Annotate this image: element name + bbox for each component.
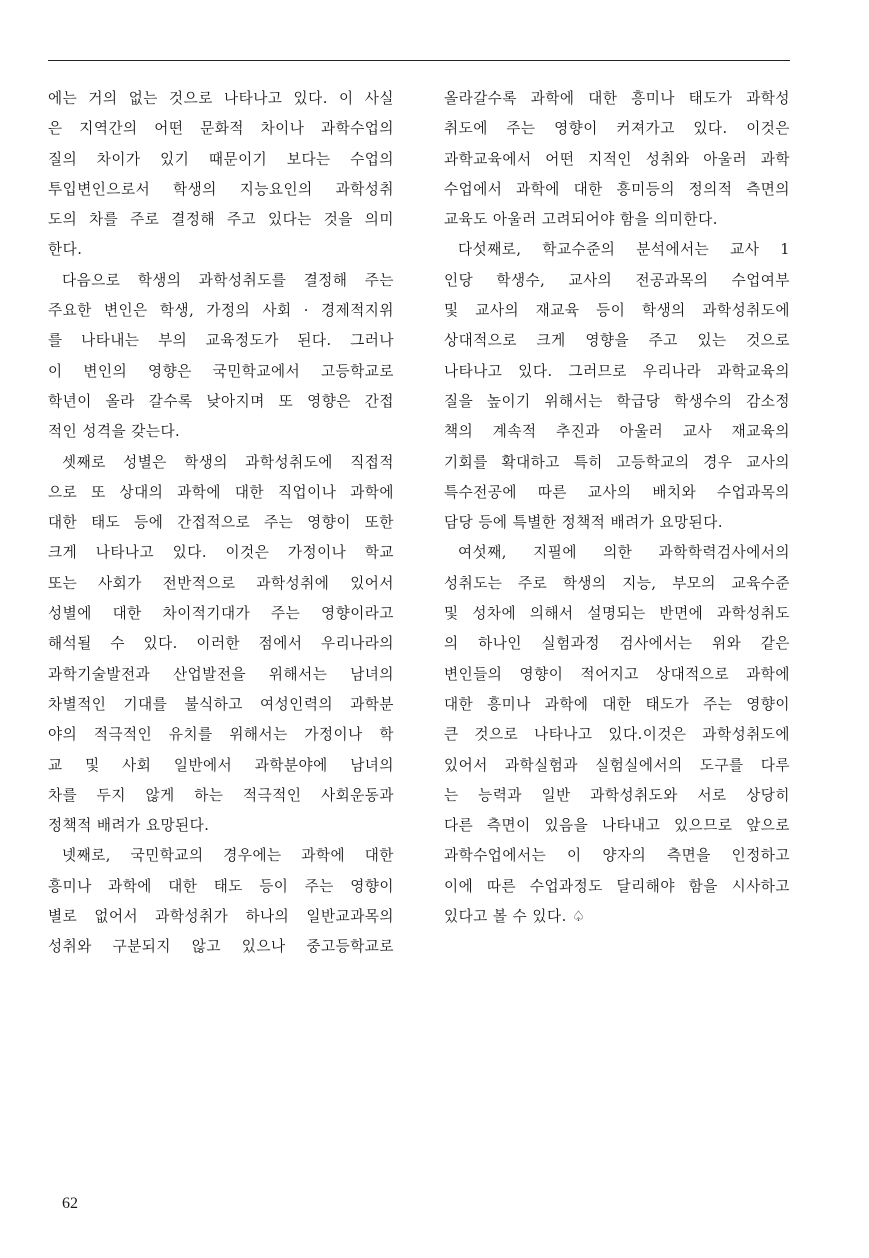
- text-line: 상대적으로 크게 영향을 주고 있는 것으로: [444, 332, 790, 350]
- text-line: 이 변인의 영향은 국민학교에서 고등학교로: [48, 362, 394, 380]
- text-line: 질을 높이기 위해서는 학급당 학생수의 감소정: [444, 392, 790, 410]
- right-text-column: [444, 84, 790, 932]
- text-line: 여섯째, 지필에 의한 과학학력검사에서의: [458, 544, 790, 562]
- text-line: 기회를 확대하고 특히 고등학교의 경우 교사의: [444, 453, 790, 471]
- text-line: 은 지역간의 어떤 문화적 차이나 과학수업의: [48, 120, 394, 138]
- text-line: 수업에서 과학에 대한 흥미등의 정의적 측면의: [444, 180, 790, 198]
- text-line: 대한 흥미나 과학에 대한 태도가 주는 영향이: [444, 695, 790, 713]
- text-line: 으로 또 상대의 과학에 대한 직업이나 과학에: [48, 483, 394, 501]
- text-line: 변인들의 영향이 적어지고 상대적으로 과학에: [444, 665, 790, 683]
- text-line: 성취도는 주로 학생의 지능, 부모의 교육수준: [444, 574, 790, 592]
- text-line: 또는 사회가 전반적으로 과학성취에 있어서: [48, 574, 394, 592]
- text-line: 담당 등에 특별한 정책적 배려가 요망된다.: [444, 514, 723, 532]
- text-line: 교육도 아울러 고려되어야 함을 의미한다.: [444, 211, 718, 229]
- text-line: 를 나타내는 부의 교육정도가 된다. 그러나: [48, 332, 394, 350]
- text-line: 해석될 수 있다. 이러한 점에서 우리나라의: [48, 635, 394, 653]
- text-line: 올라갈수록 과학에 대한 흥미나 태도가 과학성: [444, 90, 790, 107]
- text-line: 교 및 사회 일반에서 과학분야에 남녀의: [48, 756, 394, 774]
- text-line: 차를 두지 않게 하는 적극적인 사회운동과: [48, 786, 394, 804]
- text-line: 인당 학생수, 교사의 전공과목의 수업여부: [444, 271, 790, 289]
- text-line: 다섯째로, 학교수준의 분석에서는 교사 1: [458, 241, 790, 259]
- text-line: 있다고 볼 수 있다. ♤: [444, 908, 586, 926]
- text-line: 셋째로 성별은 학생의 과학성취도에 직접적: [62, 453, 394, 471]
- text-line: 크게 나타나고 있다. 이것은 가정이나 학교: [48, 544, 394, 562]
- left-text-column: [48, 84, 394, 963]
- text-line: 차별적인 기대를 불식하고 여성인력의 과학분: [48, 695, 394, 713]
- text-line: 도의 차를 주로 결정해 주고 있다는 것을 의미: [48, 211, 394, 229]
- text-line: 취도에 주는 영향이 커져가고 있다. 이것은: [444, 120, 790, 138]
- text-line: 있어서 과학실험과 실험실에서의 도구를 다루: [444, 756, 790, 774]
- text-line: 과학기술발전과 산업발전을 위해서는 남녀의: [48, 665, 394, 683]
- text-line: 투입변인으로서 학생의 지능요인의 과학성취: [48, 180, 394, 198]
- text-line: 질의 차이가 있기 때문이기 보다는 수업의: [48, 150, 394, 168]
- text-line: 책의 계속적 추진과 아울러 교사 재교육의: [444, 423, 790, 441]
- text-line: 및 성차에 의해서 설명되는 반면에 과학성취도: [444, 605, 790, 623]
- text-line: 및 교사의 재교육 등이 학생의 과학성취도에: [444, 302, 790, 320]
- text-line: 는 능력과 일반 과학성취도와 서로 상당히: [444, 786, 790, 804]
- text-line: 대한 태도 등에 간접적으로 주는 영향이 또한: [48, 514, 394, 532]
- page-number: 62: [62, 1195, 78, 1212]
- text-line: 한다.: [48, 241, 83, 259]
- text-line: 야의 적극적인 유치를 위해서는 가정이나 학: [48, 726, 394, 744]
- text-line: 다른 측면이 있음을 나타내고 있으므로 앞으로: [444, 817, 790, 835]
- text-line: 과학교육에서 어떤 지적인 성취와 아울러 과학: [444, 150, 790, 168]
- text-line: 성취와 구분되지 않고 있으나 중고등학교로: [48, 938, 394, 956]
- text-line: 별로 없어서 과학성취가 하나의 일반교과목의: [48, 908, 394, 926]
- text-line: 학년이 올라 갈수록 낮아지며 또 영향은 간접: [48, 392, 394, 410]
- text-line: 이에 따른 수업과정도 달리해야 함을 시사하고: [444, 877, 790, 895]
- text-line: 에는 거의 없는 것으로 나타나고 있다. 이 사실: [48, 90, 394, 107]
- text-line: 적인 성격을 갖는다.: [48, 423, 181, 441]
- text-line: 의 하나인 실험과정 검사에서는 위와 같은: [444, 635, 790, 653]
- text-line: 나타나고 있다. 그러므로 우리나라 과학교육의: [444, 362, 790, 380]
- header-rule: [48, 60, 790, 61]
- text-line: 특수전공에 따른 교사의 배치와 수업과목의: [444, 483, 790, 501]
- text-line: 다음으로 학생의 과학성취도를 결정해 주는: [62, 271, 394, 289]
- text-line: 과학수업에서는 이 양자의 측면을 인정하고: [444, 847, 790, 865]
- text-line: 성별에 대한 차이적기대가 주는 영향이라고: [48, 605, 394, 623]
- text-line: 넷째로, 국민학교의 경우에는 과학에 대한: [62, 847, 394, 865]
- text-line: 큰 것으로 나타나고 있다.이것은 과학성취도에: [444, 726, 790, 744]
- text-line: 흥미나 과학에 대한 태도 등이 주는 영향이: [48, 877, 394, 895]
- text-line: 주요한 변인은 학생, 가정의 사회 · 경제적지위: [48, 302, 394, 320]
- text-line: 정책적 배려가 요망된다.: [48, 817, 210, 835]
